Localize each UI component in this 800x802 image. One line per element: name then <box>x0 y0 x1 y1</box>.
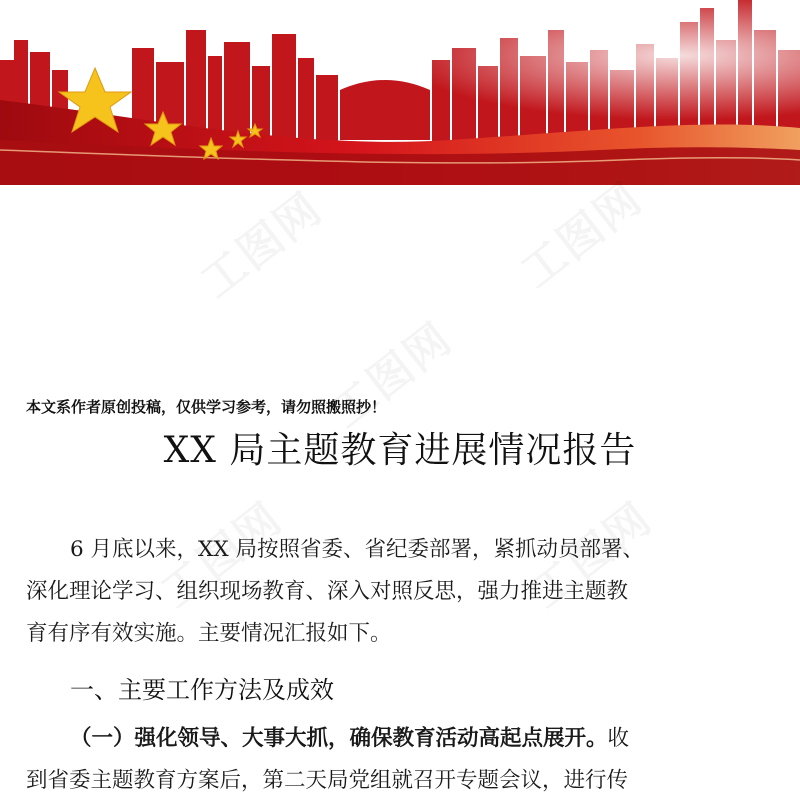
watermark <box>185 174 333 309</box>
copyright-notice: 本文系作者原创投稿，仅供学习参考，请勿照搬照抄！ <box>26 398 387 416</box>
paragraph-line: 深化理论学习、组织现场教育、深入对照反思，强力推进主题教 <box>26 579 629 604</box>
subsection-heading: （一）强化领导、大事大抓，确保教育活动高起点展开。 <box>70 726 608 751</box>
subsection-text: 收 <box>607 726 630 751</box>
section-heading: 一、主要工作方法及成效 <box>70 676 334 704</box>
subsection-line <box>26 718 778 760</box>
paragraph-line: 6 月底以来，XX 局按照省委、省纪委部署，紧抓动员部署、 <box>70 537 644 562</box>
document-title: XX 局主题教育进展情况报告 <box>163 430 637 471</box>
paragraph-line: 育有序有效实施。主要情况汇报如下。 <box>26 621 392 646</box>
watermark <box>315 304 463 439</box>
header-banner <box>0 0 800 185</box>
paragraph-line: 到省委主题教育方案后，第二天局党组就召开专题会议，进行传 <box>26 768 629 793</box>
city-skyline-banner-graphic <box>0 0 800 185</box>
